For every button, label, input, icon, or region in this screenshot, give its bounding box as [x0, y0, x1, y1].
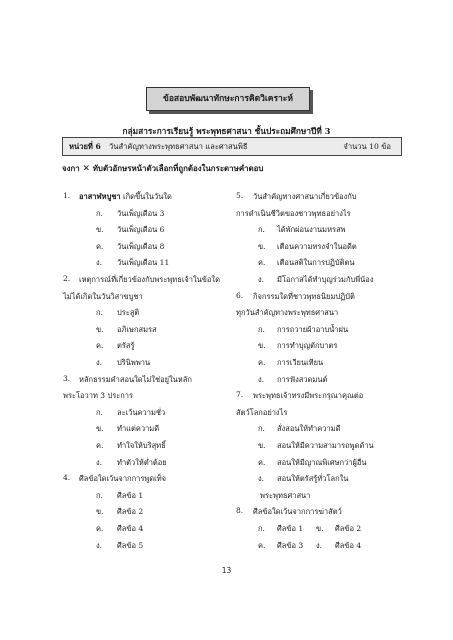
question-number: 8. [236, 506, 244, 516]
instruction [62, 163, 263, 175]
choice-text: ปรินิพพาน [117, 358, 151, 367]
question-text-continued: พระโอวาท 3 ประการ [63, 391, 134, 401]
choice-text: มีโอกาสได้ทำบุญร่วมกับพี่น้อง [277, 275, 374, 284]
choice-text: สั่งสอนให้ทำความดี [277, 424, 341, 434]
choice-text: การฟังสวดมนต์ [277, 374, 328, 384]
question-text: เหตุการณ์ที่เกี่ยวข้องกับพระพุทธเจ้าในข้อใด [79, 275, 220, 284]
question-text: กิจกรรมใดที่ชาวพุทธนิยมปฏิบัติ [253, 291, 355, 301]
choice-letter: ก. [96, 208, 103, 218]
choice-letter: ข. [316, 524, 324, 533]
exam-title: ข้อสอบพัฒนาทักษะการคิดวิเคราะห์ [146, 87, 310, 111]
choice-letter: ง. [96, 457, 103, 467]
question-number: 1. [63, 191, 71, 200]
question-number: 4. [63, 473, 71, 483]
question-text: ศีลข้อใดเว้นจากการฆ่าสัตว์ [253, 507, 342, 517]
choice-letter: ข. [96, 424, 104, 434]
choice-letter: ง. [258, 374, 265, 384]
question-text: วันสำคัญทางศาสนาเกี่ยวข้องกับ [253, 192, 357, 201]
choice-letter: ค. [96, 524, 104, 533]
choice-text: วันเพ็ญเดือน 3 [117, 208, 165, 218]
choice-text: อภิเษกสมรส [117, 324, 157, 334]
choice-letter: ง. [96, 540, 103, 550]
choice-letter: ค. [96, 241, 104, 251]
choice-letter: ข. [258, 241, 266, 251]
choice-text: ประสูติ [117, 308, 140, 318]
choice-text: วันเพ็ญเดือน 8 [117, 241, 165, 251]
choice-text: เตือนความทรงจำในอดีต [277, 241, 357, 251]
choice-letter: ข. [258, 341, 266, 351]
choice-text: ทำตัวให้ต่ำต้อย [117, 457, 167, 467]
choice-letter: ง. [316, 540, 323, 550]
choice-text: ศีลข้อ 3 [277, 540, 304, 550]
choice-letter: ก. [258, 524, 265, 533]
choice-letter: ค. [258, 358, 266, 367]
choice-text: พระพุทธศาสนา [260, 490, 311, 500]
question-number: 3. [63, 373, 71, 383]
choice-text: สอนให้ตรัสรู้ทั่วโลกใน [277, 474, 349, 484]
choice-letter: ข. [96, 225, 104, 235]
choice-letter: ก. [96, 490, 103, 500]
question-text-continued: การดำเนินชีวิตของชาวพุทธอย่างไร [236, 208, 351, 218]
choice-letter: ค. [96, 341, 104, 351]
choice-text: ศีลข้อ 4 [117, 524, 144, 533]
choice-text: สอนให้มีความสามารถพูดด้าน [277, 441, 374, 450]
question-keyword: อาสาฬหบูชา [79, 192, 121, 201]
question-text: พระพุทธเจ้าทรงมีพระกรุณาคุณต่อ [253, 391, 364, 401]
choice-text: ทำแต่ความดี [117, 424, 160, 434]
choice-text: การถวายผ้าอาบน้ำฝน [277, 324, 349, 334]
choice-letter: ก. [258, 225, 265, 235]
question-number: 2. [63, 274, 71, 283]
choice-letter: ค. [258, 258, 266, 268]
question-text-continued: สัตว์โลกอย่างไร [236, 407, 288, 417]
subject-heading: กลุ่มสาระการเรียนรู้ พระพุทธศาสนา ชั้นประถมศึกษาปีที่ 3 [122, 126, 331, 136]
unit-label: หน่วยที่ 6 [69, 142, 101, 151]
instruction-text: ทับตัวอักษรหน้าตัวเลือกที่ถูกต้องในกระดาษคำตอบ [92, 164, 264, 173]
question-text-continued: ทุกวันสำคัญทางพระพุทธศาสนา [236, 308, 339, 318]
choice-letter: ง. [258, 275, 265, 284]
page-number: 13 [221, 566, 232, 575]
choice-letter: ข. [258, 441, 266, 450]
choice-text: ทำใจให้บริสุทธิ์ [117, 441, 166, 450]
choice-letter: ก. [258, 324, 265, 334]
question-number: 6. [236, 290, 244, 300]
choice-text: การเวียนเทียน [277, 358, 324, 367]
choice-letter: ก. [96, 308, 103, 318]
choice-letter: ค. [96, 441, 104, 450]
cross-mark-icon: ✕ [82, 164, 90, 174]
choice-text: เตือนสติในการปฏิบัติตน [277, 258, 355, 268]
question-count: จำนวน 10 ข้อ [343, 142, 391, 151]
choice-text: ศีลข้อ 5 [117, 540, 144, 550]
question-text: ศีลข้อใดเว้นจากการพูดเท็จ [79, 474, 167, 484]
choice-text: ศีลข้อ 1 [117, 490, 144, 500]
choice-letter: ข. [96, 324, 104, 334]
unit-bar [62, 137, 402, 156]
question-text: หลักธรรมคำสอนใดไม่ใช่อยู่ในหลัก [79, 374, 192, 384]
choice-text: วันเพ็ญเดือน 11 [117, 258, 170, 268]
choice-text: ละเว้นความชั่ว [117, 407, 166, 417]
question-number: 5. [236, 191, 244, 200]
choice-text: สอนให้มีญาณพิเศษกว่าผู้อื่น [277, 457, 367, 467]
choice-text: ศีลข้อ 4 [335, 540, 362, 550]
choice-letter: ค. [258, 457, 266, 467]
choice-text: ได้พักผ่อนงานมหรสพ [277, 225, 346, 235]
choice-letter: ก. [96, 407, 103, 417]
choice-text: ศีลข้อ 2 [335, 524, 362, 533]
choice-letter: ง. [96, 358, 103, 367]
choice-text: วันเพ็ญเดือน 6 [117, 225, 165, 235]
choice-text: ตรัสรู้ [117, 341, 135, 351]
choice-text: ศีลข้อ 2 [117, 507, 144, 517]
choice-letter: ง. [96, 258, 103, 268]
unit-name: วันสำคัญทางพระพุทธศาสนา และศาสนพิธี [109, 142, 248, 151]
choice-text: ศีลข้อ 1 [277, 524, 304, 533]
choice-letter: ค. [258, 540, 266, 550]
instruction-prefix: จงกา [62, 164, 80, 173]
question-number: 7. [236, 390, 244, 400]
choice-letter: ก. [258, 424, 265, 434]
choice-letter: ง. [258, 474, 265, 484]
choice-letter: ข. [96, 507, 104, 517]
choice-text: การทำบุญตักบาตร [277, 341, 338, 351]
question-text-continued: ไม่ได้เกิดในวันวิสาขบูชา [63, 291, 143, 301]
question-text [79, 191, 172, 203]
question-text-rest: เกิดขึ้นในวันใด [120, 192, 172, 201]
